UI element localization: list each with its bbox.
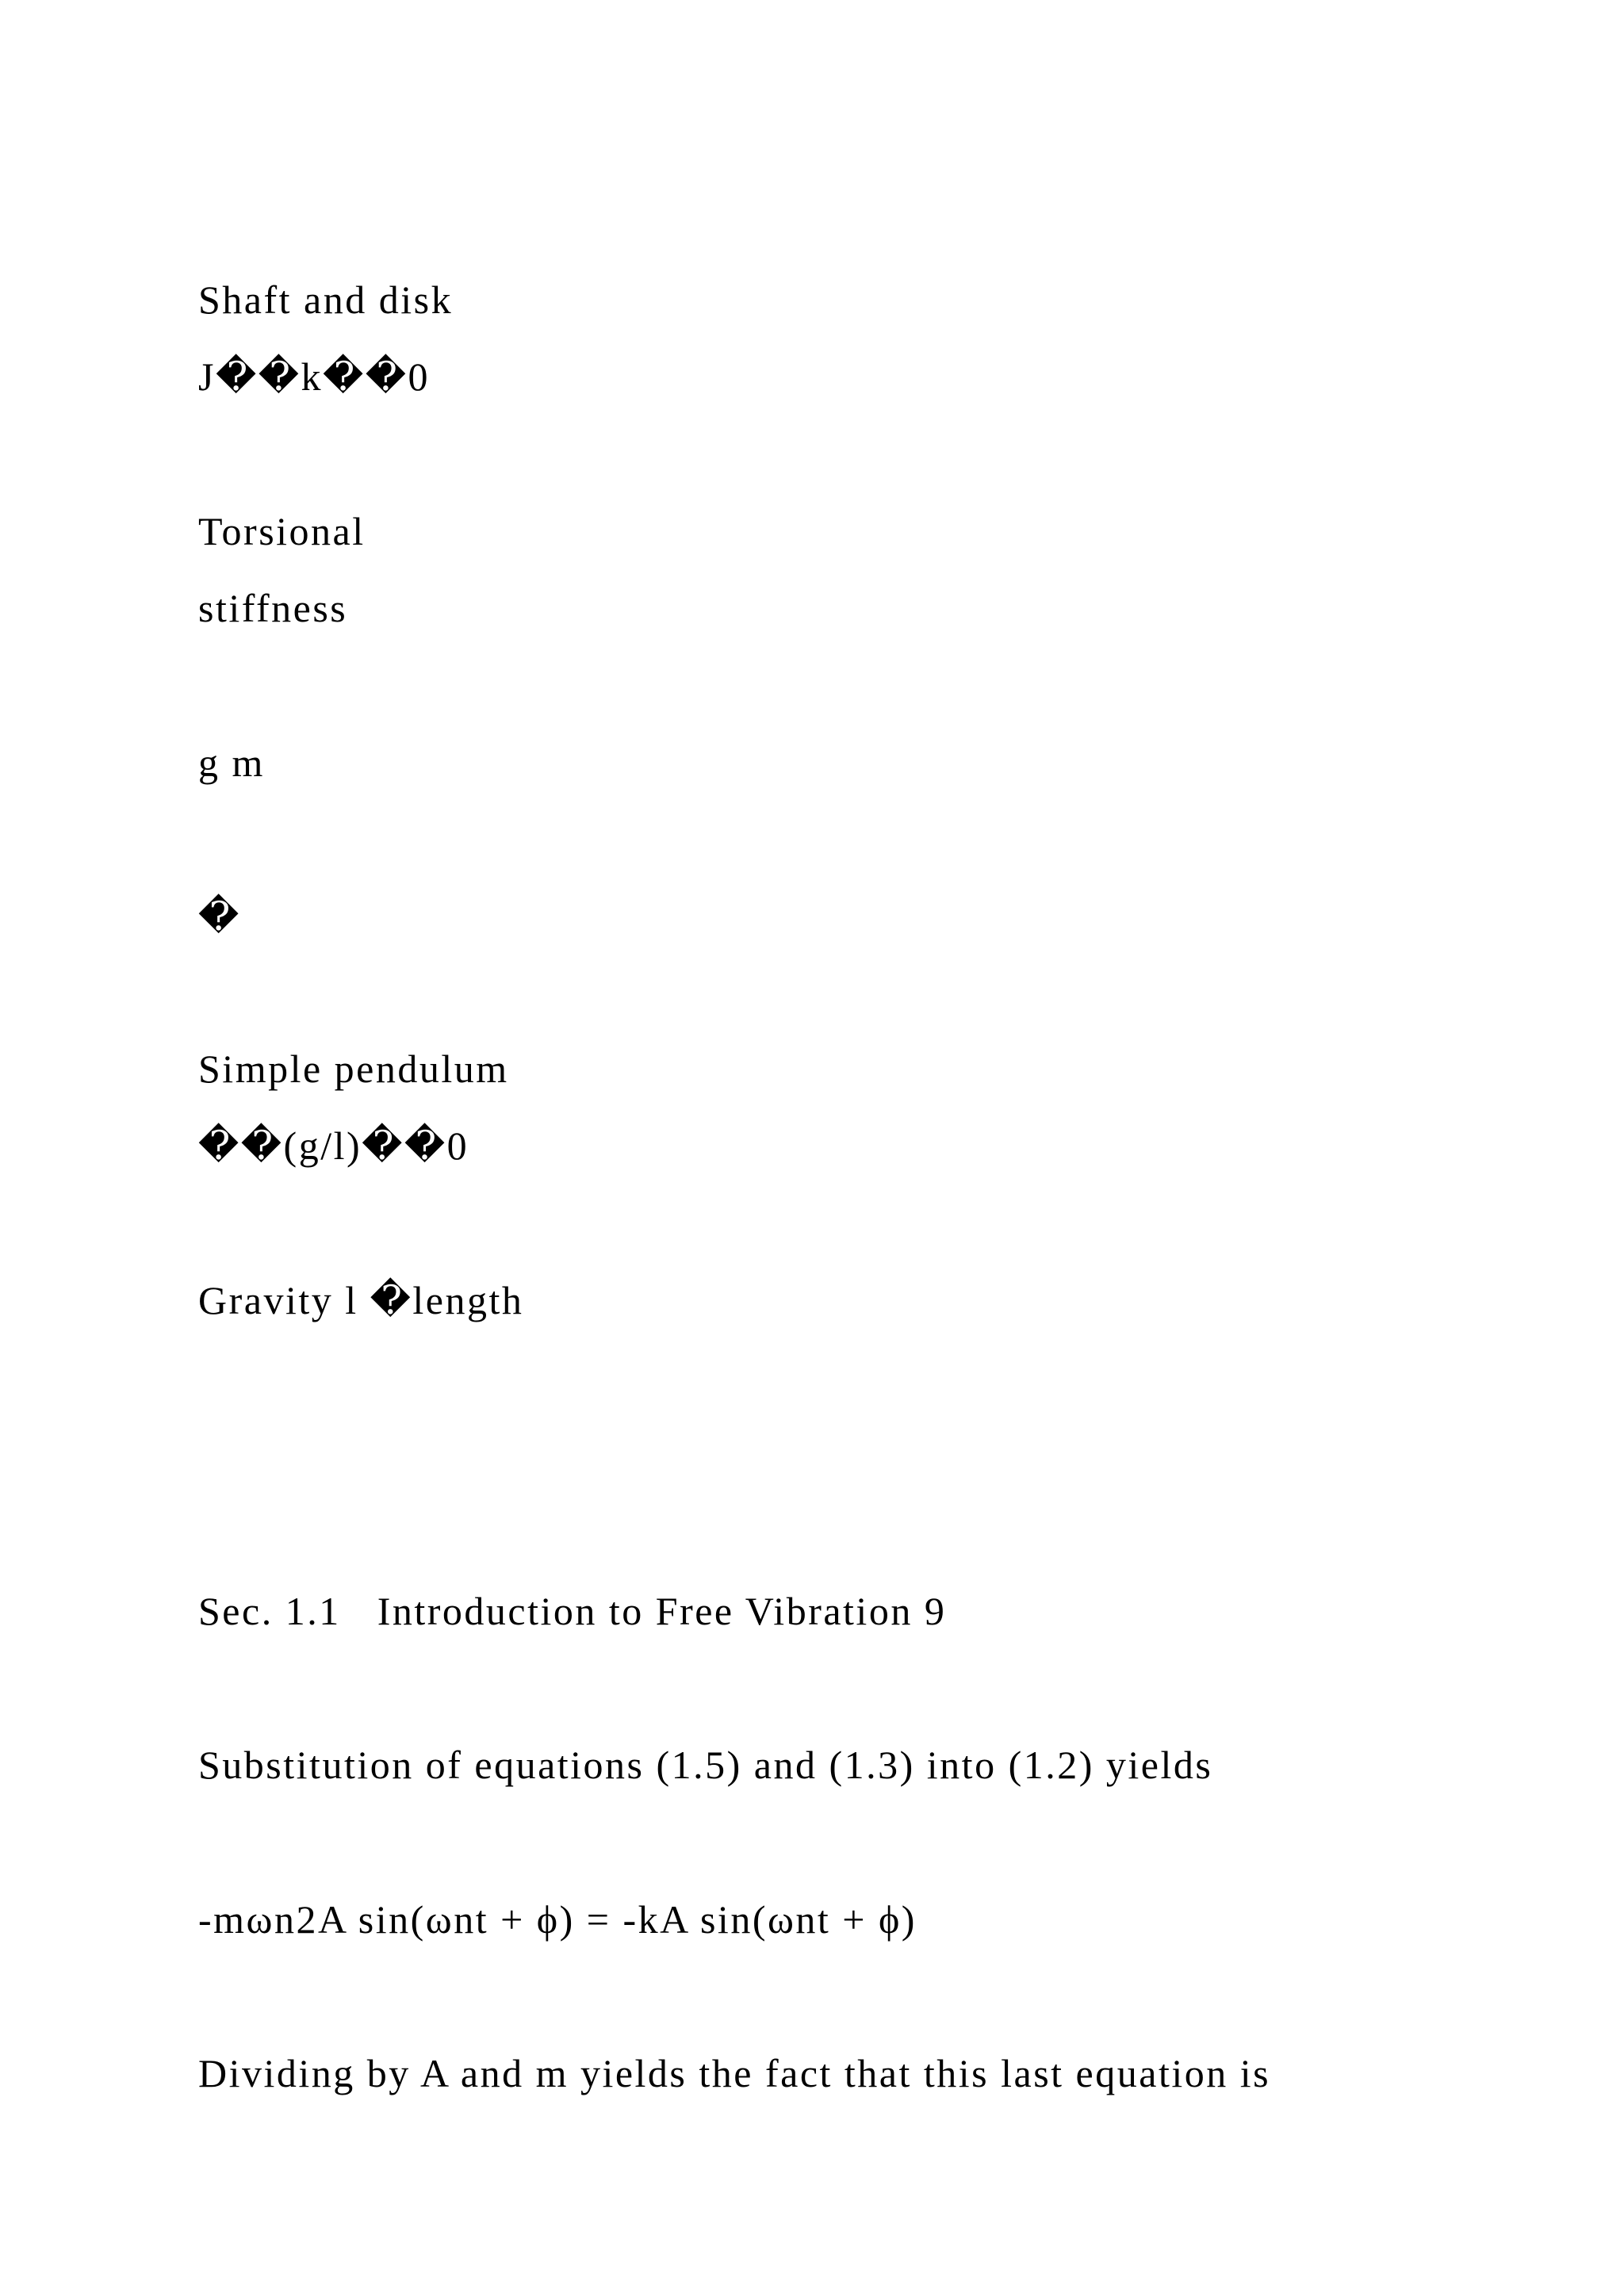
equation-line: -mωn2A sin(ωnt + ϕ) = -kA sin(ωnt + ϕ) — [198, 1897, 917, 1942]
figure-label-shaft-and-disk: Shaft and disk — [198, 277, 454, 322]
section-header — [198, 1587, 946, 1635]
figure-label-torsional: Torsional — [198, 509, 366, 553]
body-paragraph-dividing: Dividing by A and m yields the fact that this last equation is — [198, 2051, 1271, 2095]
body-paragraph-substitution: Substitution of equations (1.5) and (1.3) into (1.2) yields — [198, 1743, 1213, 1787]
section-title: Introduction to Free Vibration 9 — [377, 1589, 947, 1633]
figure-label-simple-pendulum: Simple pendulum — [198, 1047, 509, 1091]
figure-label-g-m: g m — [198, 740, 265, 785]
pendulum-equation: ��(g/l)��0 — [198, 1123, 469, 1168]
figure-label-stiffness: stiffness — [198, 586, 348, 630]
figure-label-gravity-length: Gravity l �length — [198, 1278, 524, 1322]
section-number: Sec. 1.1 — [198, 1589, 341, 1633]
shaft-equation: J��k��0 — [198, 354, 431, 399]
figure-symbol: � — [198, 894, 241, 939]
